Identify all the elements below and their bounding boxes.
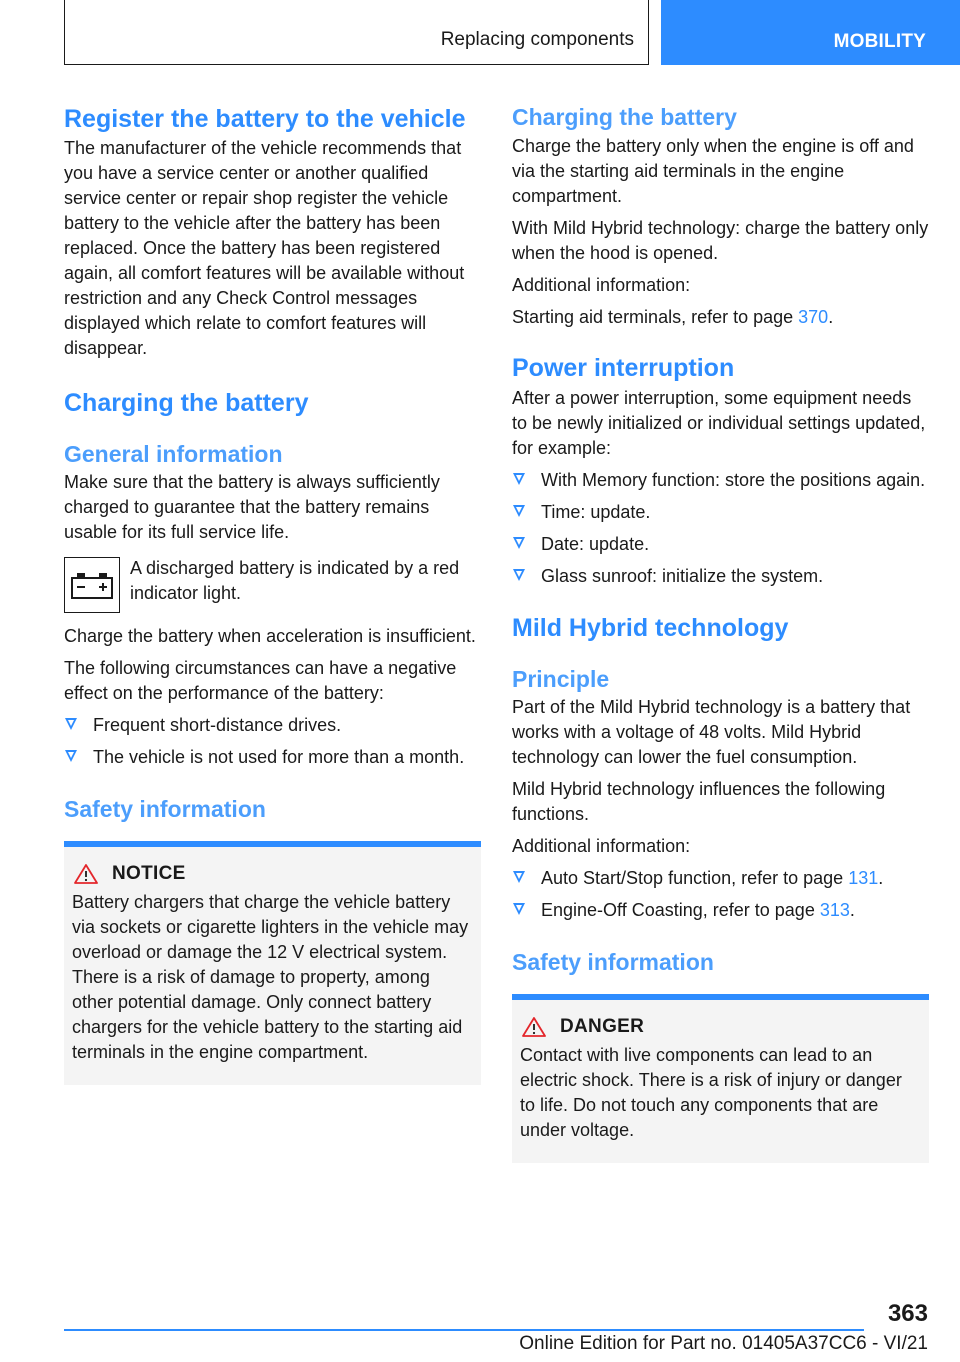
additional-info-label-2: Additional information: — [512, 836, 691, 856]
triangle-bullet-icon — [65, 718, 77, 730]
starting-aid-ref: Starting aid terminals, refer to page 370. — [512, 307, 834, 327]
mild-hybrid-charge-text: With Mild Hybrid technology: charge the battery only when the hood is opened. — [512, 218, 929, 263]
power-items-list — [512, 468, 929, 589]
triangle-bullet-icon — [513, 903, 525, 915]
power-interruption-text: After a power interruption, some equipment needs to be newly initialized or individual settings updated, for example: — [512, 388, 926, 458]
list-item: The vehicle is not used for more than a month. — [64, 745, 481, 770]
acceleration-text: Charge the battery when acceleration is insufficient. — [64, 626, 476, 646]
page-number: 363 — [887, 1300, 928, 1327]
list-item: Glass sunroof: initialize the system. — [512, 564, 929, 589]
safety-info-title-right: Safety information — [512, 949, 714, 975]
triangle-bullet-icon — [65, 750, 77, 762]
safety-info-title: Safety information — [64, 796, 266, 822]
list-item: Date: update. — [512, 532, 929, 557]
circumstances-list — [64, 713, 481, 770]
danger-text: Contact with live components can lead to an electric shock. There is a risk of injury or danger to life. Do not touch any components that are under voltage. — [520, 1045, 902, 1140]
general-info-title: General information — [64, 441, 283, 467]
general-info-text: Make sure that the battery is always sufficiently charged to guarantee that the battery remains usable for its full service life. — [64, 472, 440, 542]
additional-info-label: Additional information: — [512, 275, 691, 295]
charging-title: Charging the battery — [64, 389, 309, 417]
triangle-bullet-icon — [513, 871, 525, 883]
list-item: With Memory function: store the positions again. — [512, 468, 929, 493]
reference-list — [512, 866, 929, 923]
page-link-131[interactable]: 131 — [848, 868, 879, 888]
list-item: Frequent short-distance drives. — [64, 713, 481, 738]
influence-text: Mild Hybrid technology influences the following functions. — [512, 779, 886, 824]
list-item: Engine-Off Coasting, refer to page 313. — [512, 898, 929, 923]
battery-warning-icon — [64, 557, 120, 613]
notice-label: NOTICE — [112, 863, 186, 884]
header-section-box — [64, 0, 649, 65]
right-column — [512, 98, 929, 1163]
left-column — [64, 98, 481, 1085]
notice-text: Battery chargers that charge the vehicle battery via sockets or cigarette lighters in the vehicle may overload or damage the 12 V electrical system. There is a risk of damage to property, among other potential damage. Only connect battery chargers for the vehicle battery to the starting aid terminals in the engine compartment. — [72, 892, 469, 1062]
charging-battery-text: Charge the battery only when the engine is off and via the starting aid terminals in the engine compartment. — [512, 136, 914, 206]
danger-label: DANGER — [560, 1016, 645, 1037]
header-chapter-tab — [661, 0, 960, 65]
warning-triangle-icon — [522, 1017, 546, 1037]
notice-box — [64, 841, 481, 1085]
power-interruption-title: Power interruption — [512, 354, 735, 382]
danger-header — [520, 1016, 921, 1038]
charging-battery-title: Charging the battery — [512, 104, 737, 130]
mild-hybrid-title: Mild Hybrid technology — [512, 614, 789, 642]
page-link-370[interactable]: 370 — [798, 307, 829, 327]
triangle-bullet-icon — [513, 537, 525, 549]
principle-title: Principle — [512, 666, 610, 692]
footer-divider — [64, 1329, 864, 1331]
page-link-313[interactable]: 313 — [819, 900, 850, 920]
danger-box — [512, 994, 929, 1163]
battery-indicator-text: A discharged battery is indicated by a red indicator light. — [130, 558, 460, 603]
circumstances-text: The following circumstances can have a negative effect on the performance of the battery: — [64, 658, 457, 703]
list-item: Time: update. — [512, 500, 929, 525]
header-section-title: Replacing components — [440, 29, 634, 50]
warning-triangle-icon — [74, 864, 98, 884]
notice-header — [72, 863, 473, 885]
principle-text: Part of the Mild Hybrid technology is a battery that works with a voltage of 48 volts. Mild Hybrid technology can lower the fuel consumption. — [512, 697, 911, 767]
register-text: The manufacturer of the vehicle recommends that you have a service center or another qualified service center or repair shop register the vehicle battery to the vehicle after the battery has been replaced. Once the battery has been registered again, all comfort features will be available without restriction and any Check Control messages displayed which relate to comfort features will disappear. — [64, 138, 465, 358]
footer-edition: Online Edition for Part no. 01405A37CC6 - VI/21 — [519, 1333, 928, 1354]
header-chapter-label: MOBILITY — [833, 31, 926, 52]
triangle-bullet-icon — [513, 505, 525, 517]
triangle-bullet-icon — [513, 473, 525, 485]
triangle-bullet-icon — [513, 569, 525, 581]
register-title: Register the battery to the vehicle — [64, 105, 466, 133]
battery-indicator-row — [64, 556, 481, 613]
list-item: Auto Start/Stop function, refer to page 131. — [512, 866, 929, 891]
